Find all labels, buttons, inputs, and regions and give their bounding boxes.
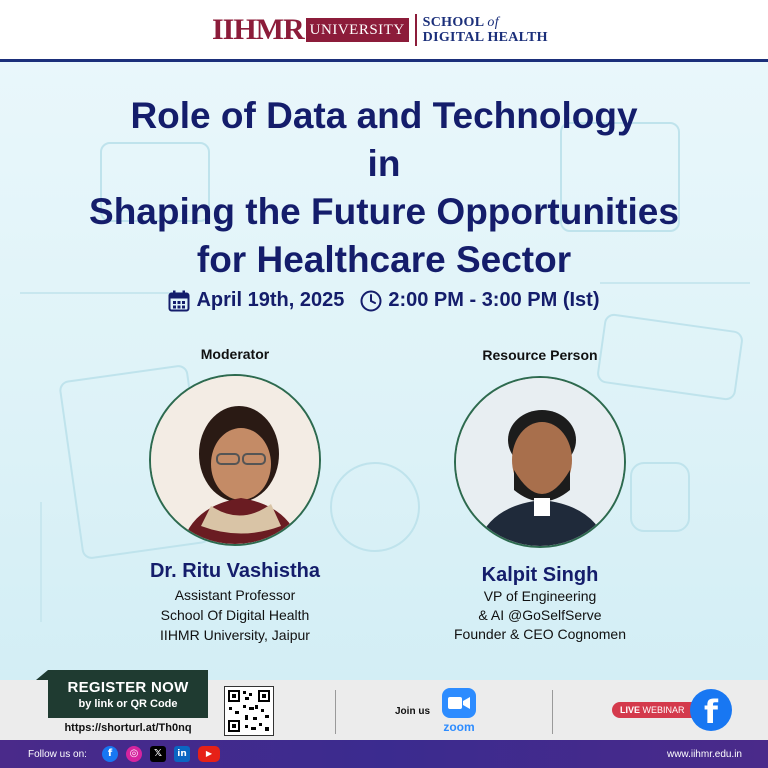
header — [0, 0, 768, 60]
facebook-icon[interactable]: f — [102, 746, 118, 762]
footer-divider-2 — [552, 690, 553, 734]
zoom-icon[interactable] — [442, 688, 476, 718]
resource-person-affiliation: & AI @GoSelfServe — [478, 607, 602, 623]
bg-line-3 — [40, 502, 42, 622]
live-label: LIVE — [620, 705, 641, 715]
school-line-1: SCHOOL — [422, 15, 484, 30]
moderator-label: Moderator — [200, 346, 270, 362]
resource-person-photo — [454, 376, 626, 548]
school-name — [423, 15, 548, 45]
bg-device-center — [330, 462, 420, 552]
bg-watch-right — [630, 462, 690, 532]
footer-divider-1 — [335, 690, 336, 734]
qr-code[interactable] — [224, 686, 274, 736]
register-subtitle: by link or QR Code — [78, 698, 178, 710]
x-icon[interactable]: 𝕏 — [150, 746, 166, 762]
webinar-label: WEBINAR — [642, 705, 685, 715]
event-time: 2:00 PM - 3:00 PM (Ist) — [388, 289, 600, 311]
register-corner-fold — [36, 670, 50, 680]
zoom-label: zoom — [443, 720, 475, 734]
school-line-2: DIGITAL HEALTH — [422, 30, 548, 45]
join-us-label: Join us — [395, 706, 431, 717]
title-line-3: Shaping the Future Opportunities — [89, 191, 679, 232]
moderator-photo — [149, 374, 321, 546]
instagram-icon[interactable]: ◎ — [126, 746, 142, 762]
live-webinar-badge — [612, 702, 702, 718]
resource-person-title: VP of Engineering — [483, 588, 597, 604]
moderator-institution: IIHMR University, Jaipur — [160, 627, 310, 643]
register-now-button[interactable] — [48, 670, 208, 718]
resource-person-role: Founder & CEO Cognomen — [454, 626, 626, 642]
logo-wordmark: IIHMR — [212, 13, 304, 46]
facebook-live-icon[interactable]: f — [690, 689, 732, 731]
youtube-icon[interactable]: ▶ — [198, 746, 220, 762]
school-of: of — [487, 15, 499, 30]
calendar-icon — [168, 290, 190, 312]
register-title: REGISTER NOW — [67, 679, 189, 696]
resource-person-label: Resource Person — [482, 347, 598, 363]
event-datetime — [0, 289, 768, 312]
clock-icon — [360, 290, 382, 312]
moderator-department: School Of Digital Health — [160, 607, 310, 623]
title-line-4: for Healthcare Sector — [196, 239, 572, 280]
moderator-name: Dr. Ritu Vashistha — [149, 560, 321, 582]
event-date: April 19th, 2025 — [196, 289, 345, 311]
logo-divider — [415, 14, 417, 46]
register-link[interactable]: https://shorturl.at/Th0nq — [64, 722, 192, 734]
iihmr-logo[interactable] — [212, 14, 548, 46]
resource-person-name: Kalpit Singh — [481, 564, 599, 586]
linkedin-icon[interactable]: in — [174, 746, 190, 762]
title-line-2: in — [367, 143, 401, 184]
title-line-1: Role of Data and Technology — [130, 95, 638, 136]
logo-university-tag: UNIVERSITY — [306, 18, 409, 42]
follow-us-label: Follow us on: — [28, 749, 87, 760]
moderator-title: Assistant Professor — [174, 587, 296, 603]
website-link[interactable]: www.iihmr.edu.in — [666, 749, 742, 760]
